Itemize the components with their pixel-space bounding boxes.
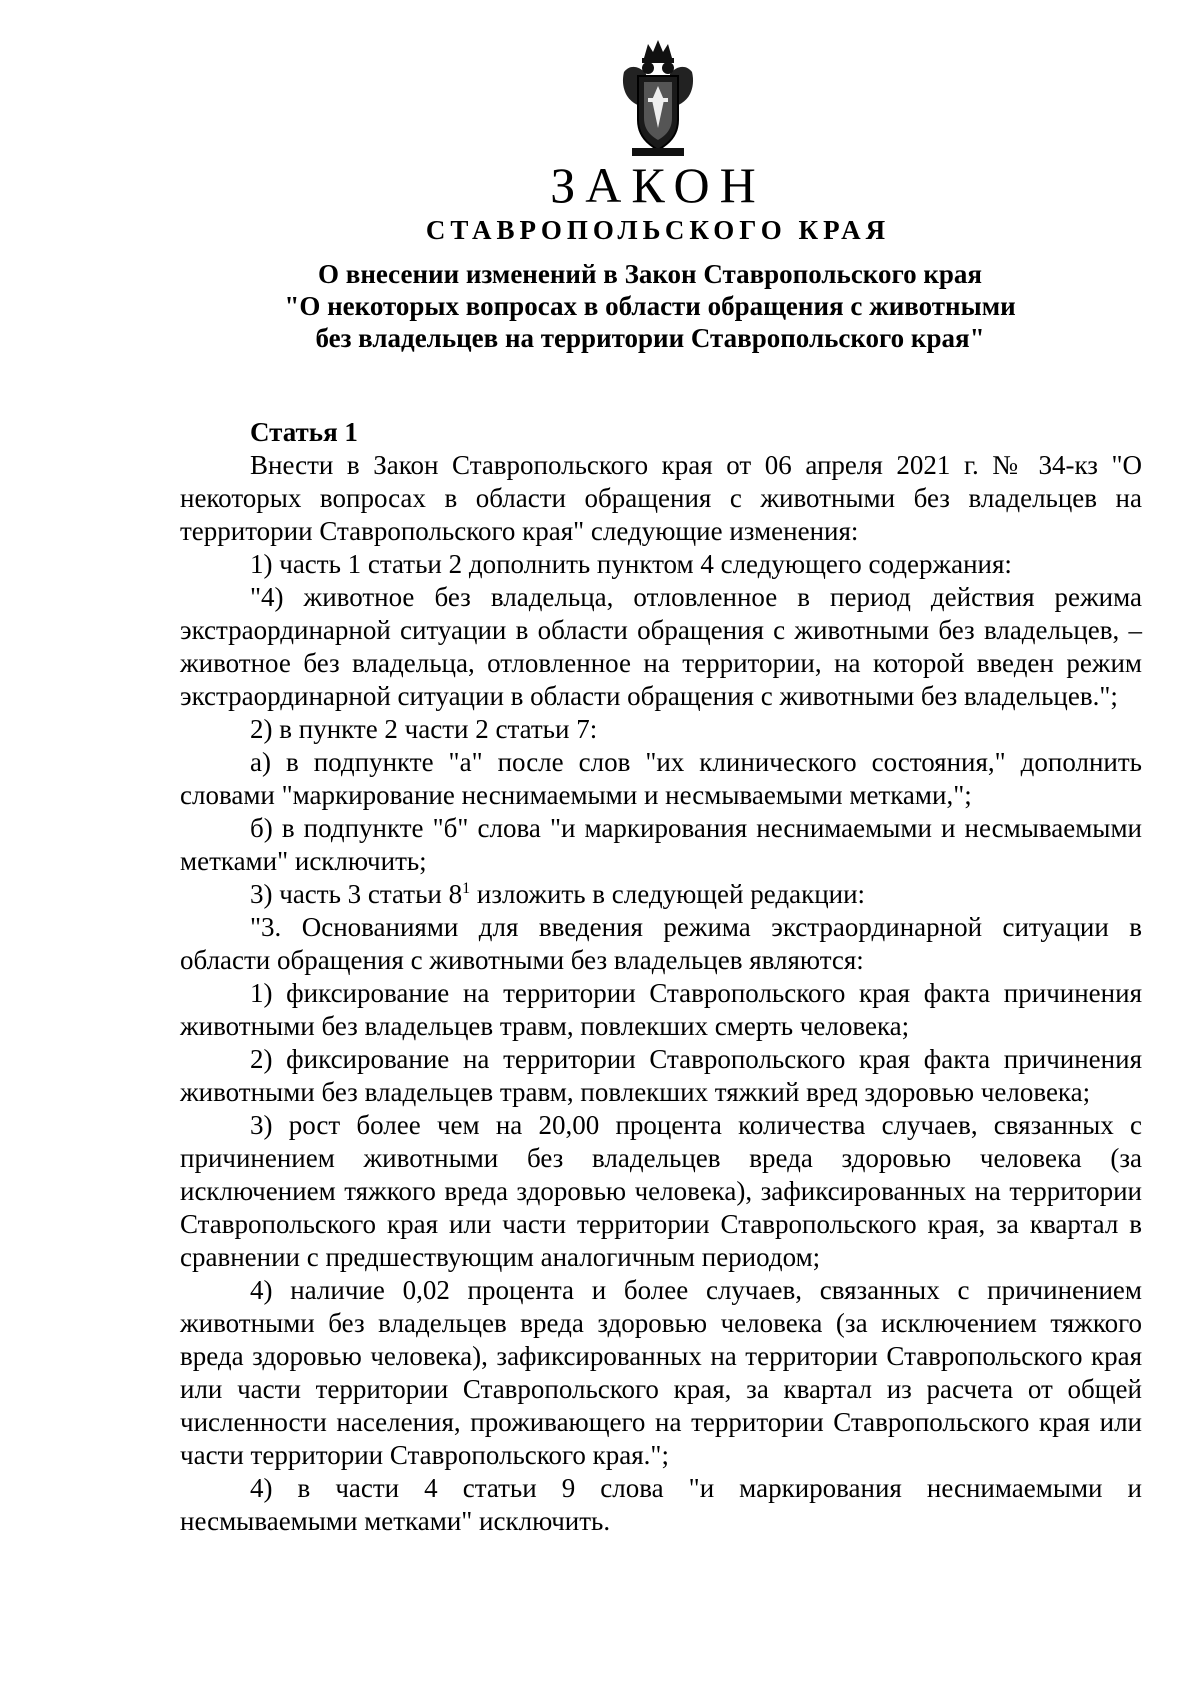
coat-of-arms-emblem [620,36,696,160]
article-intro: Внести в Закон Ставропольского края от 06 апреля 2021 г. № 34-кз "О некоторых вопросах в области обращения с животными без владельцев на территории Ставропольского края" следующие изменения: [180,450,1142,546]
law-body [180,416,1142,1538]
subtitle-line: "О некоторых вопросах в области обращения с животными [284,291,1016,321]
amendment-item-2b: б) в подпункте "б" слова "и маркирования неснимаемыми и несмываемыми метками" исключить; [180,813,1142,876]
amendment-item-2a: а) в подпункте "а" после слов "их клинического состояния," дополнить словами "маркирование неснимаемыми и несмываемыми метками,"; [180,747,1142,810]
region-title: СТАВРОПОЛЬСКОГО КРАЯ [425,215,891,245]
ground-4: 4) наличие 0,02 процента и более случаев, связанных с причинением животными без владельцев вреда здоровью человека (за исключением тяжкого вреда здоровью человека), зафиксированных на территории Ставропольского края или части территории Ставропольского края, за квартал из расчета от общей численности населения, проживающего на территории Ставропольского края или части территории Ставропольского края."; [180,1275,1142,1470]
article-heading: Статья 1 [250,417,358,447]
law-title: ЗАКОН [550,157,766,213]
amendment-item-2: 2) в пункте 2 части 2 статьи 7: [250,714,598,744]
amendment-item-1: 1) часть 1 статьи 2 дополнить пунктом 4 следующего содержания: [250,549,1012,579]
law-subtitle [200,258,1100,354]
amendment-item-3-text: "3. Основаниями для введения режима экстраординарной ситуации в области обращения с животными без владельцев являются: [180,912,1142,975]
subtitle-line: без владельцев на территории Ставропольского края" [315,323,985,353]
item3-text-start: 3) часть 3 статьи 8 [250,879,463,909]
ground-2: 2) фиксирование на территории Ставропольского края факта причинения животными без владельцев травм, повлекших тяжкий вред здоровью человека; [180,1044,1142,1107]
ground-1: 1) фиксирование на территории Ставропольского края факта причинения животными без владельцев травм, повлекших смерть человека; [180,978,1142,1041]
item3-text-end: изложить в следующей редакции: [470,879,866,909]
amendment-item-1-text: "4) животное без владельца, отловленное в период действия режима экстраординарной ситуации в области обращения с животными без владельцев, – животное без владельца, отловленное на территории, на которой введен режим экстраординарной ситуации в области обращения с животными без владельцев."; [180,582,1142,711]
amendment-item-3 [180,878,1142,911]
subtitle-line: О внесении изменений в Закон Ставропольского края [317,259,983,289]
superscript-article-number: 1 [462,880,471,897]
ground-3: 3) рост более чем на 20,00 процента количества случаев, связанных с причинением животными без владельцев вреда здоровью человека (за исключением тяжкого вреда здоровью человека), зафиксированных на территории Ставропольского края или части территории Ставропольского края, за квартал в сравнении с предшествующим аналогичным периодом; [180,1110,1142,1272]
amendment-item-4: 4) в части 4 статьи 9 слова "и маркирования неснимаемыми и несмываемыми метками" исключить. [180,1473,1142,1536]
